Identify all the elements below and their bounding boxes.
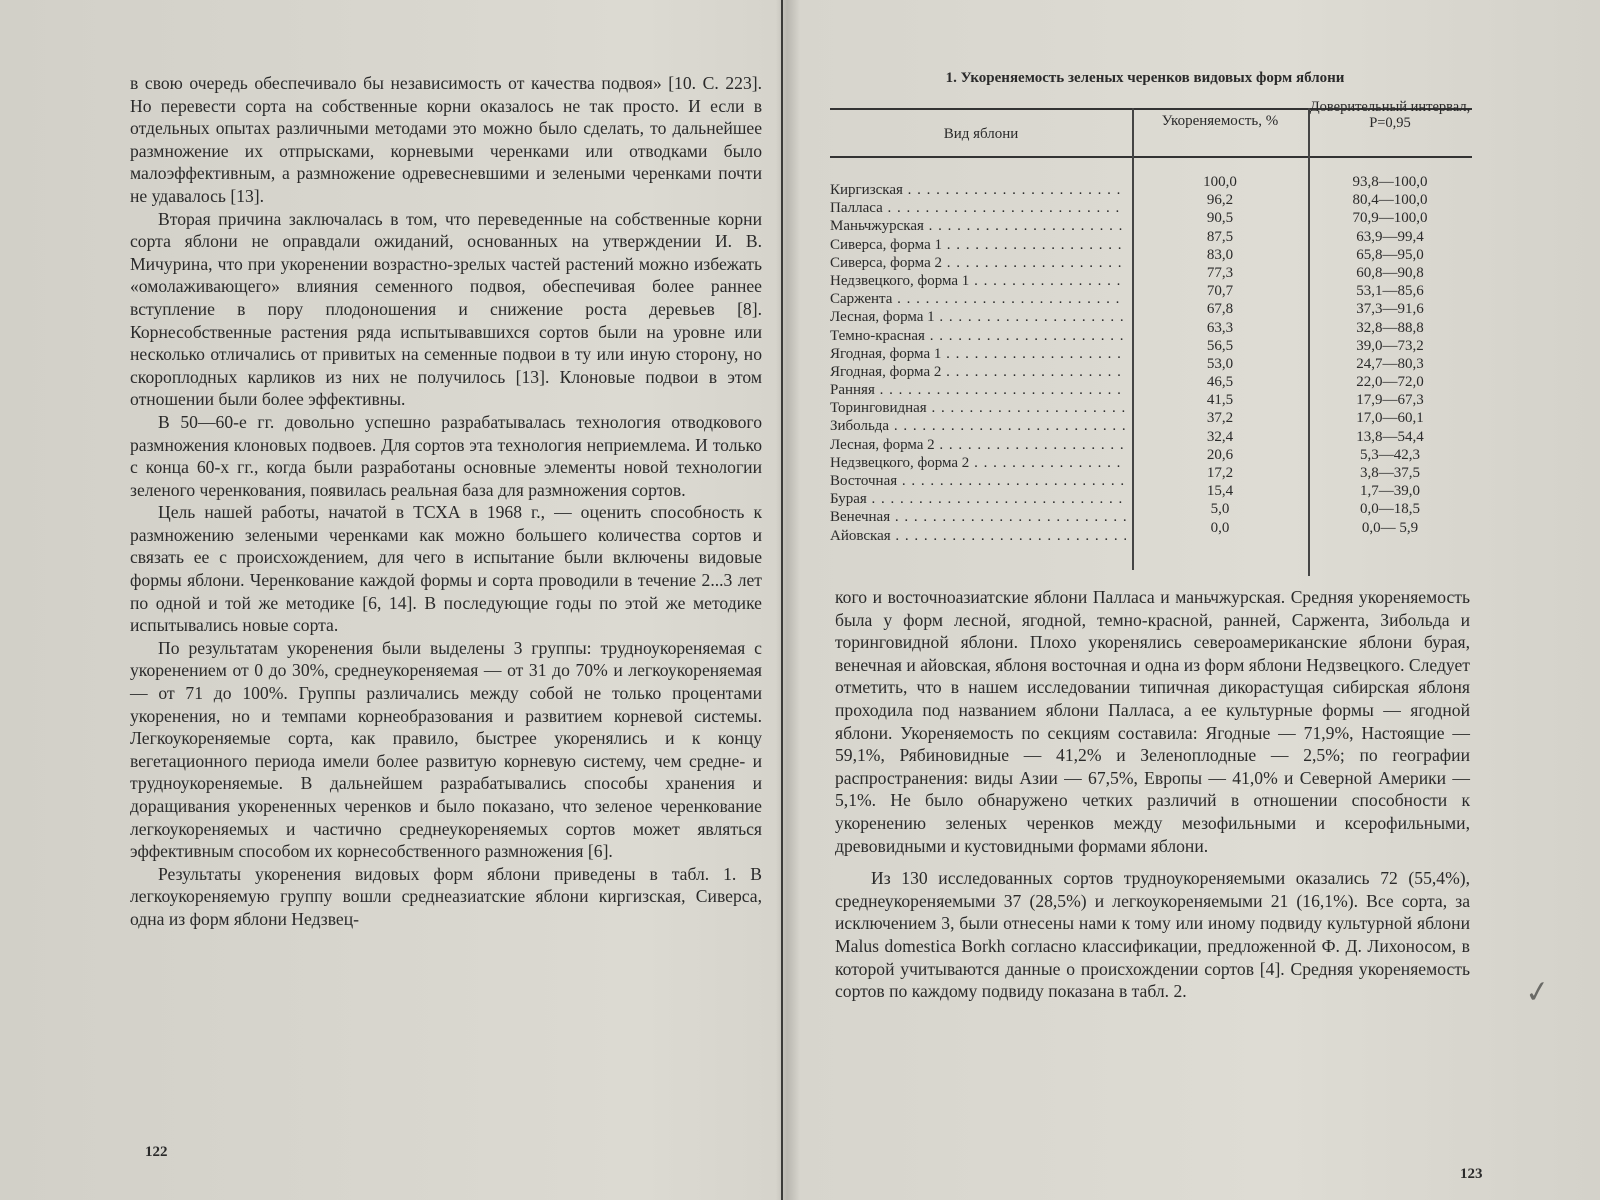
- table-cell-rooting: 96,2: [1206, 192, 1234, 209]
- table-cell-ci: 17,9—67,3: [1356, 392, 1424, 409]
- table-cell-rooting: 20,6: [1206, 446, 1234, 463]
- table-cell-ci: 3,8—37,5: [1360, 465, 1420, 481]
- table-cell-species: Сиверса, форма 2 . . .: [830, 254, 1126, 272]
- table-cell-ci: 17,0—60,1: [1356, 410, 1424, 427]
- table-cell-ci: 63,9—99,4: [1356, 228, 1424, 245]
- table-cell-rooting: 77,3: [1206, 264, 1234, 281]
- table-cell-species: Сиверса, форма 1 . . .: [830, 236, 1126, 254]
- table-cell-ci: 37,3—91,6: [1356, 301, 1424, 318]
- table-cell-species: Восточная . . .: [830, 472, 1126, 490]
- table-cell-rooting: 15,4: [1206, 483, 1234, 500]
- left-paragraph-5: По результатам укоренения были выделены 3 группы: трудноукореняемая с укоренением от 0 до 30%, среднеукореняемая — от 31 до 70% и легкоукореняемая — от 71 до 100%. Группы различались между собой не только процентами укоренения, но и темпами корнеобразования и развитием корневой системы. Легкоукореняемые сорта, как правило, быстрее укоренялись и к концу вегетационного периода имели более развитую корневую систему, чем средне- и трудноукореняемые. В дальнейшем разрабатывались способы хранения и доращивания укорененных черенков и было показано, что зеленое черенкование легкоукореняемых и частично среднеукореняемых сортов может являться эффективным способом их корнесобственного размножения [6].: [130, 637, 762, 862]
- table-cell-rooting: 56,5: [1206, 337, 1234, 354]
- table-cell-rooting: 100,0: [1203, 174, 1237, 190]
- table-cell-rooting: 5,0: [1210, 501, 1230, 518]
- left-page: [0, 0, 780, 1200]
- table-cell-species: Бурая . . .: [830, 490, 1126, 508]
- table-cell-ci: 0,0— 5,9: [1361, 519, 1419, 536]
- table-cell-rooting: 46,5: [1206, 374, 1234, 391]
- table-cell-species: Лесная, форма 2 . . .: [830, 436, 1126, 454]
- table-cell-ci: 70,9—100,0: [1352, 210, 1428, 227]
- table-cell-rooting: 63,3: [1206, 319, 1234, 336]
- table-cell-rooting: 37,2: [1206, 410, 1234, 427]
- right-page-text: [835, 586, 1470, 1003]
- table-cell-species: Айовская . . .: [830, 527, 1126, 545]
- table-cell-rooting: 0,0: [1210, 519, 1230, 536]
- table-cell-ci: 60,8—90,8: [1356, 264, 1424, 281]
- table-cell-species: Венечная . . .: [830, 508, 1126, 526]
- page-number-right: 123: [1460, 1166, 1483, 1182]
- table-cell-species: Саржента . . .: [830, 290, 1126, 308]
- table-cell-ci: 65,8—95,0: [1356, 246, 1424, 263]
- right-paragraph-2: Из 130 исследованных сортов трудноукореняемыми оказались 72 (55,4%), среднеукореняемыми 37 (28,5%) и легкоукореняемыми 21 (16,1%). Все сорта, за исключением 3, были отнесены нами к тому или иному подвиду культурной яблони Malus domestica Borkh согласно классификации, предложенной Ф. Д. Лихоносом, в которой учитываются данные о происхождении сортов [4]. Средняя укореняемость сортов по каждому подвиду показана в табл. 2.: [835, 868, 1470, 1002]
- right-paragraph-1: кого и восточноазиатские яблони Палласа и маньчжурская. Средняя укореняемость была у форм лесной, ягодной, темно-красной, ранней, Саржента, Зибольда и торинговидной яблони. Плохо укоренялись североамериканские яблони бурая, венечная и айовская, яблоня восточная и одна из форм яблони Недзвецкого. Следует отметить, что в нашем исследовании типичная дикорастущая сибирская яблоня проходила под названием яблони Палласа, а ее культурные формы — ягодной яблони. Укореняемость по секциям составила: Ягодные — 71,9%, Настоящие — 59,1%, Рябиновидные — 41,2% и Зеленоплодные — 2,5%; по географии распространения: виды Азии — 67,5%, Европы — 41,0% и Северной Америки — 5,1%. Не было обнаружено четких различий в отношении способности к укоренению зеленых черенков между мезофильными и ксерофильными, древовидными и кустовидными формами яблони.: [835, 587, 1470, 856]
- table-cell-ci: 0,0—18,5: [1360, 501, 1420, 518]
- table-cell-ci: 13,8—54,4: [1356, 428, 1424, 445]
- table-header-rule: [830, 156, 1472, 158]
- table-cell-ci: 53,1—85,6: [1356, 283, 1424, 300]
- table-cell-species: Маньчжурская . . .: [830, 217, 1126, 235]
- left-paragraph-1: в свою очередь обеспечивало бы независимость от качества подвоя» [10. С. 223]. Но перевести сорта на собственные корни оказалось не так просто. И если в отдельных опытах различными методами это можно было сделать, то дальнейшее размножение их отпрысками, корневыми черенками или отводками было малоэффективным, а размножение одревесневшими и зелеными черенками почти не удавалось [13].: [130, 73, 762, 206]
- table-cell-species: Палласа . . .: [830, 199, 1126, 217]
- left-paragraph-6: Результаты укоренения видовых форм яблони приведены в табл. 1. В легкоукореняемую группу вошли среднеазиатские яблони киргизская, Сиверса, одна из форм яблони Недзвец-: [130, 863, 762, 929]
- table-cell-ci: 32,8—88,8: [1356, 319, 1424, 336]
- table-cell-ci: 24,7—80,3: [1356, 355, 1424, 372]
- table-cell-rooting: 87,5: [1206, 228, 1234, 245]
- table-cell-ci: 80,4—100,0: [1352, 192, 1428, 209]
- table-cell-species: Лесная, форма 1 . . .: [830, 308, 1126, 326]
- left-page-text: [130, 72, 762, 931]
- table-cell-ci: 22,0—72,0: [1356, 374, 1424, 391]
- table-cell-rooting: 70,7: [1206, 283, 1234, 300]
- table-header-rooting: Укореняемость, %: [1161, 113, 1279, 129]
- table-cell-rooting: 41,5: [1206, 392, 1234, 409]
- left-paragraph-4: Цель нашей работы, начатой в ТСХА в 1968 г., — оценить способность к размножению зелеными черенками как можно большего количества сортов и связать ее с происхождением, для чего в испытание были включены видовые формы яблони. Черенкование каждой формы и сорта проводили в течение 2...3 лет по одной и той же методике [6, 14]. В последующие годы по этой же методике испытывались новые сорта.: [130, 502, 762, 636]
- table-cell-species: Ягодная, форма 2 . . .: [830, 363, 1126, 381]
- table-cell-rooting: 90,5: [1206, 210, 1234, 227]
- table-cell-ci: 5,3—42,3: [1360, 446, 1420, 463]
- table-cell-species: Торинговидная . . .: [830, 399, 1126, 417]
- page-number-left: 122: [145, 1144, 168, 1160]
- table-cell-species: Ранняя . . .: [830, 381, 1126, 399]
- left-paragraph-2: Вторая причина заключалась в том, что переведенные на собственные корни сорта яблони не оправдали ожиданий, основанных на утверждении И. В. Мичурина, что при укоренении возрастно-зрелых частей растений можно избежать «омолаживающего» влияния семенного подвоя, обеспечивая более раннее вступление в пору плодоношения и снижение роста деревьев [8]. Корнесобственные растения ряда испытывавшихся сортов были на уровне или несколько отличались от привитых на семенные подвои в ту или иную сторону, но скороплодных карликов из них не получилось [13]. Клоновые подвои в этом отношении были более эффективны.: [130, 208, 762, 410]
- table-header-ci: Доверительный интервал, Р=0,95: [1309, 99, 1471, 131]
- table-cell-ci: 93,8—100,0: [1352, 174, 1428, 190]
- table-cell-species: Темно-красная . . .: [830, 327, 1126, 345]
- table-cell-rooting: 53,0: [1206, 355, 1234, 372]
- table-cell-rooting: 32,4: [1206, 428, 1234, 445]
- table-cell-rooting: 83,0: [1206, 246, 1234, 263]
- table-cell-rooting: 67,8: [1206, 301, 1234, 318]
- table-body: [830, 174, 1472, 545]
- table-cell-species: Недзвецкого, форма 2 . . .: [830, 454, 1126, 472]
- table-cell-species: Зибольда . . .: [830, 417, 1126, 435]
- left-paragraph-3: В 50—60-е гг. довольно успешно разрабатывалась технология отводкового размножения клоновых подвоев. Для сортов эта технология неприемлема. И только с конца 60-х гг., когда были разработаны основные элементы новой технологии зеленого черенкования, появилась реальная база для размножения сортов.: [130, 411, 762, 500]
- table-cell-ci: 1,7—39,0: [1360, 483, 1420, 500]
- table-cell-species: Ягодная, форма 1 . . .: [830, 345, 1126, 363]
- book-gutter: [781, 0, 783, 1200]
- table-title: 1. Укореняемость зеленых черенков видовых форм яблони: [945, 70, 1345, 86]
- table-cell-species: Недзвецкого, форма 1 . . .: [830, 272, 1126, 290]
- table-cell-ci: 39,0—73,2: [1356, 337, 1424, 354]
- table-cell-rooting: 17,2: [1206, 465, 1234, 481]
- table-header-species: Вид яблони: [943, 126, 1019, 142]
- table-row: [830, 519, 1472, 545]
- table-cell-species: Киргизская . . .: [830, 181, 1126, 199]
- handwritten-check-mark: ✓: [1522, 973, 1553, 1012]
